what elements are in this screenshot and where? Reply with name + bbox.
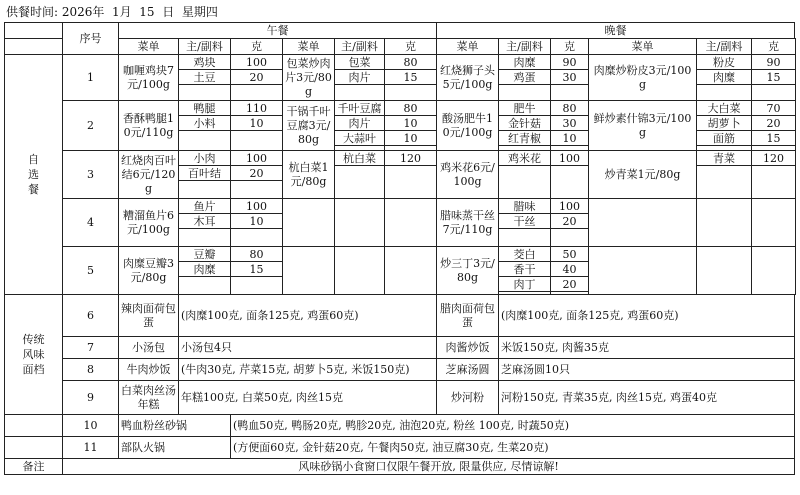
ingredient-cell <box>179 151 231 199</box>
col-menu: 菜单 <box>437 39 499 55</box>
lunch-dish: 牛肉炒饭 <box>119 359 179 381</box>
blank-cell <box>5 437 63 459</box>
ingredient-name: 肥牛 <box>499 101 550 116</box>
gram-cell <box>385 55 437 101</box>
casserole-dish: 部队火锅 <box>119 437 231 459</box>
ingredient-name: 大白菜 <box>697 101 751 116</box>
blank-cell <box>5 415 63 437</box>
ingredient-cell <box>697 199 752 247</box>
corner-cell-2 <box>5 39 63 55</box>
ingredient-name: 豆瓣 <box>179 247 230 262</box>
gram-cell <box>752 55 796 101</box>
ingredient-gram: 70 <box>752 101 795 116</box>
seq-header: 序号 <box>63 23 119 55</box>
dinner-desc: (肉糜100克, 面条125克, 鸡蛋60克) <box>499 295 795 337</box>
ingredient-name: 肉丁 <box>499 277 550 292</box>
ingredient-name: 包菜 <box>335 55 384 70</box>
ingredient-name: 鸡蛋 <box>499 70 550 85</box>
ingredient-gram: 10 <box>385 131 436 146</box>
section-traditional: 传统风味面档 <box>5 295 63 415</box>
gram-cell <box>385 101 437 151</box>
ingredient-gram: 90 <box>551 55 588 70</box>
gram-cell <box>231 247 283 295</box>
dish-name <box>589 199 697 247</box>
note-label: 备注 <box>5 459 63 475</box>
ingredient-gram: 10 <box>551 131 588 146</box>
ingredient-cell <box>499 101 551 151</box>
col-menu: 菜单 <box>283 39 335 55</box>
ingredient-cell <box>697 247 752 295</box>
casserole-desc: (鸭血50克, 鸭肠20克, 鸭胗20克, 油泡20克, 粉丝 100克, 时蔬50克) <box>231 415 795 437</box>
ingredient-name: 百叶结 <box>179 166 230 181</box>
ingredient-gram: 100 <box>551 199 588 214</box>
ingredient-cell <box>499 151 551 199</box>
ingredient-gram: 120 <box>385 151 436 166</box>
dish-name <box>283 199 335 247</box>
col-main-side: 主/副料 <box>499 39 551 55</box>
ingredient-gram: 10 <box>385 116 436 131</box>
dish-name <box>589 247 697 295</box>
ingredient-cell <box>697 101 752 151</box>
ingredient-name: 肉片 <box>335 116 384 131</box>
ingredient-gram: 15 <box>385 70 436 85</box>
gram-cell <box>551 101 589 151</box>
ingredient-cell <box>335 151 385 199</box>
ingredient-gram: 80 <box>551 101 588 116</box>
row-number: 2 <box>63 101 119 151</box>
menu-table <box>4 22 796 475</box>
ingredient-name: 青菜 <box>697 151 751 166</box>
ingredient-gram: 100 <box>231 55 282 70</box>
ingredient-gram: 100 <box>231 199 282 214</box>
lunch-dish: 白菜肉丝汤年糕 <box>119 381 179 415</box>
gram-cell <box>231 101 283 151</box>
row-number: 6 <box>63 295 119 337</box>
ingredient-cell <box>335 247 385 295</box>
lunch-desc: 小汤包4只 <box>179 337 437 359</box>
dish-name: 酸汤肥牛10元/100g <box>437 101 499 151</box>
dinner-dish: 肉酱炒饭 <box>437 337 499 359</box>
ingredient-name: 肉糜 <box>179 262 230 277</box>
ingredient-name: 茭白 <box>499 247 550 262</box>
dinner-dish: 腊肉面荷包蛋 <box>437 295 499 337</box>
dinner-dish: 炒河粉 <box>437 381 499 415</box>
dish-name: 腊味蒸干丝7元/110g <box>437 199 499 247</box>
ingredient-name: 土豆 <box>179 70 230 85</box>
row-number: 1 <box>63 55 119 101</box>
ingredient-name: 小料 <box>179 116 230 131</box>
dish-name: 红烧狮子头5元/100g <box>437 55 499 101</box>
row-number: 3 <box>63 151 119 199</box>
row-number: 11 <box>63 437 119 459</box>
dish-name: 杭白菜1元/80g <box>283 151 335 199</box>
row-number: 7 <box>63 337 119 359</box>
row-number: 4 <box>63 199 119 247</box>
ingredient-gram: 20 <box>551 277 588 292</box>
gram-cell <box>385 151 437 199</box>
ingredient-cell <box>499 55 551 101</box>
ingredient-cell <box>179 101 231 151</box>
dish-name: 鸡米花6元/100g <box>437 151 499 199</box>
ingredient-gram: 50 <box>551 247 588 262</box>
row-number: 8 <box>63 359 119 381</box>
row-number: 9 <box>63 381 119 415</box>
ingredient-cell <box>499 199 551 247</box>
ingredient-name: 胡萝卜 <box>697 116 751 131</box>
ingredient-name: 面筋 <box>697 131 751 146</box>
ingredient-name: 鱼片 <box>179 199 230 214</box>
gram-cell <box>752 151 796 199</box>
col-gram: 克 <box>752 39 796 55</box>
ingredient-cell <box>179 247 231 295</box>
gram-cell <box>551 247 589 295</box>
gram-cell <box>385 199 437 247</box>
casserole-dish: 鸭血粉丝砂锅 <box>119 415 231 437</box>
ingredient-name: 鸭腿 <box>179 101 230 116</box>
dish-name: 包菜炒肉片3元/80g <box>283 55 335 101</box>
col-main-side: 主/副料 <box>179 39 231 55</box>
ingredient-cell <box>335 101 385 151</box>
dish-name: 香酥鸭腿10元/110g <box>119 101 179 151</box>
gram-cell <box>231 55 283 101</box>
ingredient-cell <box>697 55 752 101</box>
gram-cell <box>231 199 283 247</box>
gram-cell <box>231 151 283 199</box>
gram-cell <box>551 199 589 247</box>
ingredient-gram: 15 <box>231 262 282 277</box>
casserole-desc: (方便面60克, 金针菇20克, 午餐肉50克, 油豆腐30克, 生菜20克) <box>231 437 795 459</box>
ingredient-gram: 40 <box>551 262 588 277</box>
dish-name: 糟溜鱼片6元/100g <box>119 199 179 247</box>
ingredient-gram: 20 <box>231 70 282 85</box>
col-gram: 克 <box>551 39 589 55</box>
section-self-select: 自选餐 <box>5 55 63 295</box>
col-main-side: 主/副料 <box>335 39 385 55</box>
ingredient-gram: 100 <box>231 151 282 166</box>
lunch-dish: 小汤包 <box>119 337 179 359</box>
note-text: 风味砂锅小食窗口仅限午餐开放, 限量供应, 尽情谅解! <box>63 459 795 475</box>
corner-cell <box>5 23 63 39</box>
ingredient-name: 小肉 <box>179 151 230 166</box>
dish-name: 咖喱鸡块7元/100g <box>119 55 179 101</box>
col-menu: 菜单 <box>589 39 697 55</box>
ingredient-gram: 110 <box>231 101 282 116</box>
ingredient-gram: 80 <box>385 55 436 70</box>
ingredient-name: 肉糜 <box>697 70 751 85</box>
dish-name: 肉糜豆瓣3元/80g <box>119 247 179 295</box>
row-number: 10 <box>63 415 119 437</box>
gram-cell <box>752 101 796 151</box>
dinner-desc: 米饭150克, 肉酱35克 <box>499 337 795 359</box>
col-gram: 克 <box>385 39 437 55</box>
ingredient-name: 香干 <box>499 262 550 277</box>
ingredient-name: 红青椒 <box>499 131 550 146</box>
gram-cell <box>385 247 437 295</box>
gram-cell <box>551 55 589 101</box>
ingredient-gram: 20 <box>752 116 795 131</box>
dinner-header: 晚餐 <box>437 23 795 39</box>
ingredient-name: 千叶豆腐 <box>335 101 384 116</box>
ingredient-cell <box>335 55 385 101</box>
dish-name: 干锅千叶豆腐3元/80g <box>283 101 335 151</box>
ingredient-name: 肉片 <box>335 70 384 85</box>
ingredient-name: 大蒜叶 <box>335 131 384 146</box>
dish-name: 炒三丁3元/80g <box>437 247 499 295</box>
ingredient-gram: 80 <box>231 247 282 262</box>
ingredient-name: 干丝 <box>499 214 550 229</box>
col-main-side: 主/副料 <box>697 39 752 55</box>
dinner-desc: 芝麻汤圆10只 <box>499 359 795 381</box>
col-menu: 菜单 <box>119 39 179 55</box>
ingredient-name: 木耳 <box>179 214 230 229</box>
ingredient-cell <box>179 199 231 247</box>
dinner-desc: 河粉150克, 青菜35克, 肉丝15克, 鸡蛋40克 <box>499 381 795 415</box>
ingredient-gram: 15 <box>752 131 795 146</box>
dish-name: 红烧肉百叶结6元/120g <box>119 151 179 199</box>
dish-name: 肉糜炒粉皮3元/100g <box>589 55 697 101</box>
dish-name: 鲜炒素什锦3元/100g <box>589 101 697 151</box>
dish-name: 炒青菜1元/80g <box>589 151 697 199</box>
dinner-dish: 芝麻汤圆 <box>437 359 499 381</box>
ingredient-cell <box>499 247 551 295</box>
ingredient-cell <box>335 199 385 247</box>
dish-name <box>283 247 335 295</box>
row-number: 5 <box>63 247 119 295</box>
ingredient-cell <box>697 151 752 199</box>
ingredient-gram: 120 <box>752 151 795 166</box>
ingredient-name: 杭白菜 <box>335 151 384 166</box>
lunch-header: 午餐 <box>119 23 437 39</box>
ingredient-gram: 20 <box>231 166 282 181</box>
ingredient-gram: 15 <box>752 70 795 85</box>
ingredient-gram: 20 <box>551 214 588 229</box>
ingredient-name: 腊味 <box>499 199 550 214</box>
col-gram: 克 <box>231 39 283 55</box>
ingredient-name: 肉糜 <box>499 55 550 70</box>
ingredient-gram: 30 <box>551 116 588 131</box>
lunch-desc: (牛肉30克, 芹菜15克, 胡萝卜5克, 米饭150克) <box>179 359 437 381</box>
ingredient-gram: 80 <box>385 101 436 116</box>
ingredient-gram: 100 <box>551 151 588 166</box>
service-date: 供餐时间: 2026年 1月 15 日 星期四 <box>6 5 218 19</box>
lunch-desc: (肉糜100克, 面条125克, 鸡蛋60克) <box>179 295 437 337</box>
ingredient-gram: 10 <box>231 116 282 131</box>
lunch-desc: 年糕100克, 白菜50克, 肉丝15克 <box>179 381 437 415</box>
ingredient-name: 粉皮 <box>697 55 751 70</box>
lunch-dish: 辣肉面荷包蛋 <box>119 295 179 337</box>
ingredient-name: 鸡块 <box>179 55 230 70</box>
ingredient-name: 鸡米花 <box>499 151 550 166</box>
gram-cell <box>752 247 796 295</box>
gram-cell <box>551 151 589 199</box>
ingredient-cell <box>179 55 231 101</box>
ingredient-name: 金针菇 <box>499 116 550 131</box>
ingredient-gram: 90 <box>752 55 795 70</box>
ingredient-gram: 30 <box>551 70 588 85</box>
gram-cell <box>752 199 796 247</box>
ingredient-gram: 10 <box>231 214 282 229</box>
